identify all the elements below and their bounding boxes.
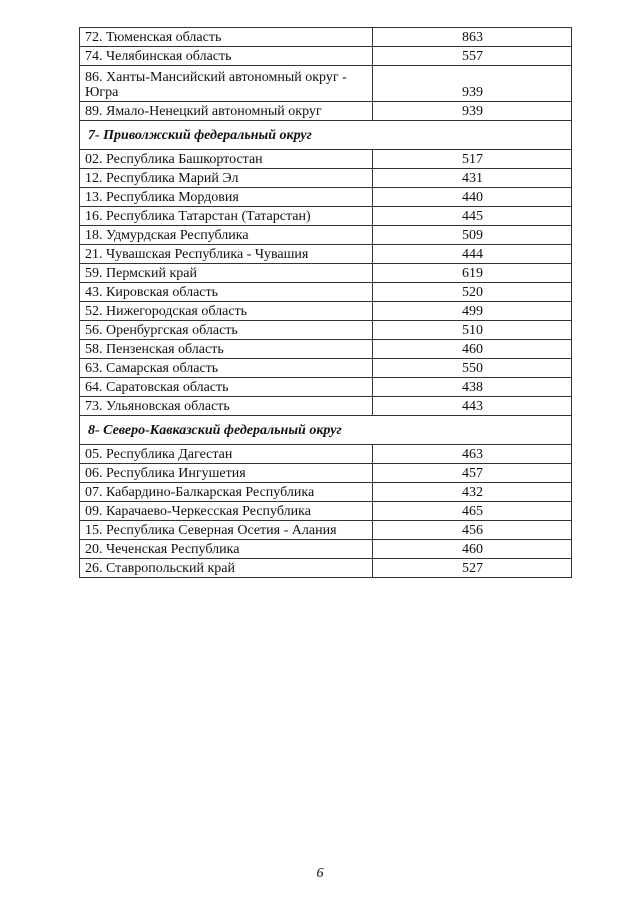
region-value-cell: 460 bbox=[373, 340, 572, 359]
table-row bbox=[80, 302, 572, 321]
table-row bbox=[80, 102, 572, 121]
region-name-cell: 74. Челябинская область bbox=[80, 47, 373, 66]
table-row bbox=[80, 445, 572, 464]
region-value-cell: 443 bbox=[373, 397, 572, 416]
regions-table-body bbox=[80, 28, 572, 578]
region-name-cell: 13. Республика Мордовия bbox=[80, 188, 373, 207]
region-value-cell: 460 bbox=[373, 540, 572, 559]
region-name-cell: 16. Республика Татарстан (Татарстан) bbox=[80, 207, 373, 226]
table-row bbox=[80, 483, 572, 502]
region-value-cell: 619 bbox=[373, 264, 572, 283]
table-row bbox=[80, 359, 572, 378]
table-row bbox=[80, 464, 572, 483]
region-value-cell: 440 bbox=[373, 188, 572, 207]
region-value-cell: 465 bbox=[373, 502, 572, 521]
region-value-cell: 510 bbox=[373, 321, 572, 340]
table-row bbox=[80, 150, 572, 169]
table-row bbox=[80, 521, 572, 540]
region-value-cell: 520 bbox=[373, 283, 572, 302]
region-name-cell: 72. Тюменская область bbox=[80, 28, 373, 47]
table-row bbox=[80, 188, 572, 207]
region-name-cell: 21. Чувашская Республика - Чувашия bbox=[80, 245, 373, 264]
table-row bbox=[80, 321, 572, 340]
table-row bbox=[80, 340, 572, 359]
region-value-cell: 939 bbox=[373, 102, 572, 121]
region-name-cell: 09. Карачаево-Черкесская Республика bbox=[80, 502, 373, 521]
regions-table bbox=[79, 27, 572, 578]
region-value-cell: 517 bbox=[373, 150, 572, 169]
region-name-cell: 12. Республика Марий Эл bbox=[80, 169, 373, 188]
region-name-cell: 52. Нижегородская область bbox=[80, 302, 373, 321]
region-name-cell: 20. Чеченская Республика bbox=[80, 540, 373, 559]
region-name-cell: 86. Ханты-Мансийский автономный округ - Югра bbox=[80, 66, 373, 102]
section-header-row bbox=[80, 416, 572, 445]
table-row bbox=[80, 47, 572, 66]
region-name-cell: 59. Пермский край bbox=[80, 264, 373, 283]
table-row bbox=[80, 378, 572, 397]
region-value-cell: 863 bbox=[373, 28, 572, 47]
region-name-cell: 58. Пензенская область bbox=[80, 340, 373, 359]
region-value-cell: 438 bbox=[373, 378, 572, 397]
section-title: 8- Северо-Кавказский федеральный округ bbox=[80, 416, 572, 445]
region-name-cell: 02. Республика Башкортостан bbox=[80, 150, 373, 169]
region-value-cell: 463 bbox=[373, 445, 572, 464]
table-row bbox=[80, 502, 572, 521]
region-name-cell: 63. Самарская область bbox=[80, 359, 373, 378]
table-row bbox=[80, 283, 572, 302]
table-row bbox=[80, 245, 572, 264]
table-row bbox=[80, 226, 572, 245]
region-value-cell: 444 bbox=[373, 245, 572, 264]
region-name-cell: 07. Кабардино-Балкарская Республика bbox=[80, 483, 373, 502]
region-value-cell: 431 bbox=[373, 169, 572, 188]
table-row bbox=[80, 207, 572, 226]
region-value-cell: 550 bbox=[373, 359, 572, 378]
region-value-cell: 445 bbox=[373, 207, 572, 226]
table-row bbox=[80, 559, 572, 578]
region-name-cell: 73. Ульяновская область bbox=[80, 397, 373, 416]
region-value-cell: 499 bbox=[373, 302, 572, 321]
table-row bbox=[80, 397, 572, 416]
region-name-cell: 64. Саратовская область bbox=[80, 378, 373, 397]
region-name-cell: 06. Республика Ингушетия bbox=[80, 464, 373, 483]
region-value-cell: 527 bbox=[373, 559, 572, 578]
section-title: 7- Приволжский федеральный округ bbox=[80, 121, 572, 150]
region-value-cell: 557 bbox=[373, 47, 572, 66]
region-name-cell: 56. Оренбургская область bbox=[80, 321, 373, 340]
table-row bbox=[80, 169, 572, 188]
page-number: 6 bbox=[316, 866, 324, 881]
region-name-cell: 89. Ямало-Ненецкий автономный округ bbox=[80, 102, 373, 121]
table-row bbox=[80, 540, 572, 559]
region-value-cell: 939 bbox=[373, 66, 572, 102]
section-header-row bbox=[80, 121, 572, 150]
table-row bbox=[80, 28, 572, 47]
region-name-cell: 05. Республика Дагестан bbox=[80, 445, 373, 464]
region-value-cell: 432 bbox=[373, 483, 572, 502]
region-value-cell: 456 bbox=[373, 521, 572, 540]
region-name-cell: 18. Удмурдская Республика bbox=[80, 226, 373, 245]
region-name-cell: 26. Ставропольский край bbox=[80, 559, 373, 578]
region-value-cell: 457 bbox=[373, 464, 572, 483]
table-row bbox=[80, 66, 572, 102]
table-row bbox=[80, 264, 572, 283]
region-value-cell: 509 bbox=[373, 226, 572, 245]
region-name-cell: 43. Кировская область bbox=[80, 283, 373, 302]
region-name-cell: 15. Республика Северная Осетия - Алания bbox=[80, 521, 373, 540]
